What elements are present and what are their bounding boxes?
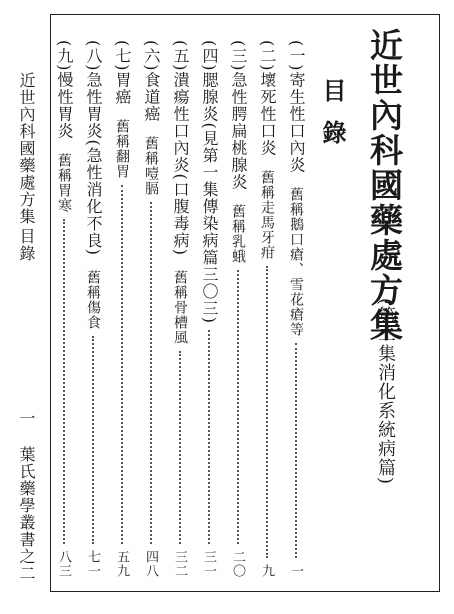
toc-heading: 目錄 [318,78,347,162]
toc-entry-title: (四)腮腺炎(見第一集傳染病篇三〇三) [200,40,219,324]
toc-entry-alt-name: 舊稱走馬牙疳 [259,170,275,261]
toc-leader-dots [266,266,268,558]
toc-entry-page: 一 [288,564,303,578]
toc-entry-alt-name: 舊稱噎膈 [143,136,159,197]
toc-leader-dots [237,270,239,544]
book-subtitle: (第二集消化系統病篇) [375,298,396,486]
toc-entry-title: (一)寄生性口內炎 [287,40,306,174]
toc-entry-title: (八)急性胃炎(急性消化不良) [84,40,103,256]
toc-entry-title: (九)慢性胃炎 [55,40,74,140]
toc-entry-alt-name: 舊稱骨槽風 [172,269,188,345]
toc-leader-dots [92,336,94,544]
toc-entry-alt-name: 舊稱傷食 [85,269,101,330]
toc-entry-page: 二〇 [230,550,245,578]
toc-entry-title: (五)潰瘍性口內炎(口腹毒病) [171,40,190,256]
toc-leader-dots [295,343,297,558]
toc-entry-title: (三)急性腭扁桃腺炎 [229,40,248,191]
toc-leader-dots [121,185,123,544]
toc-entry-alt-name: 舊稱鵝口瘡、雪花瘡等 [288,187,304,338]
toc-entry-alt-name: 舊稱翻胃 [114,119,130,180]
folio-number: 一 [17,410,36,427]
toc-entry-page: 五九 [114,550,129,578]
toc-entry-page: 三二 [172,550,187,578]
running-head-title: 近世內科國藥處方集 [17,72,36,225]
book-title: 近世內科國藥處方集 [365,28,404,343]
toc-leader-dots [150,202,152,544]
toc-leader-dots [208,330,210,544]
toc-entry-page: 四八 [143,550,158,578]
toc-entry-title: (七)胃癌 [113,40,132,106]
toc-entry-title: (六)食道癌 [142,40,161,123]
toc-entry-page: 八三 [56,550,71,578]
toc-entry-page: 三一 [201,550,216,578]
toc-leader-dots [179,351,181,544]
running-head-section: 目錄 [17,228,36,262]
toc-leader-dots [63,219,65,544]
series-name: 葉氏藥學叢書之二 [17,446,36,582]
toc-entry-page: 七一 [85,550,100,578]
toc-entry-page: 九 [259,564,274,578]
toc-entry-title: (二)壞死性口炎 [258,40,277,157]
toc-entry-alt-name: 舊稱乳蛾 [230,204,246,265]
toc-entry-alt-name: 舊稱胃寒 [56,153,72,214]
